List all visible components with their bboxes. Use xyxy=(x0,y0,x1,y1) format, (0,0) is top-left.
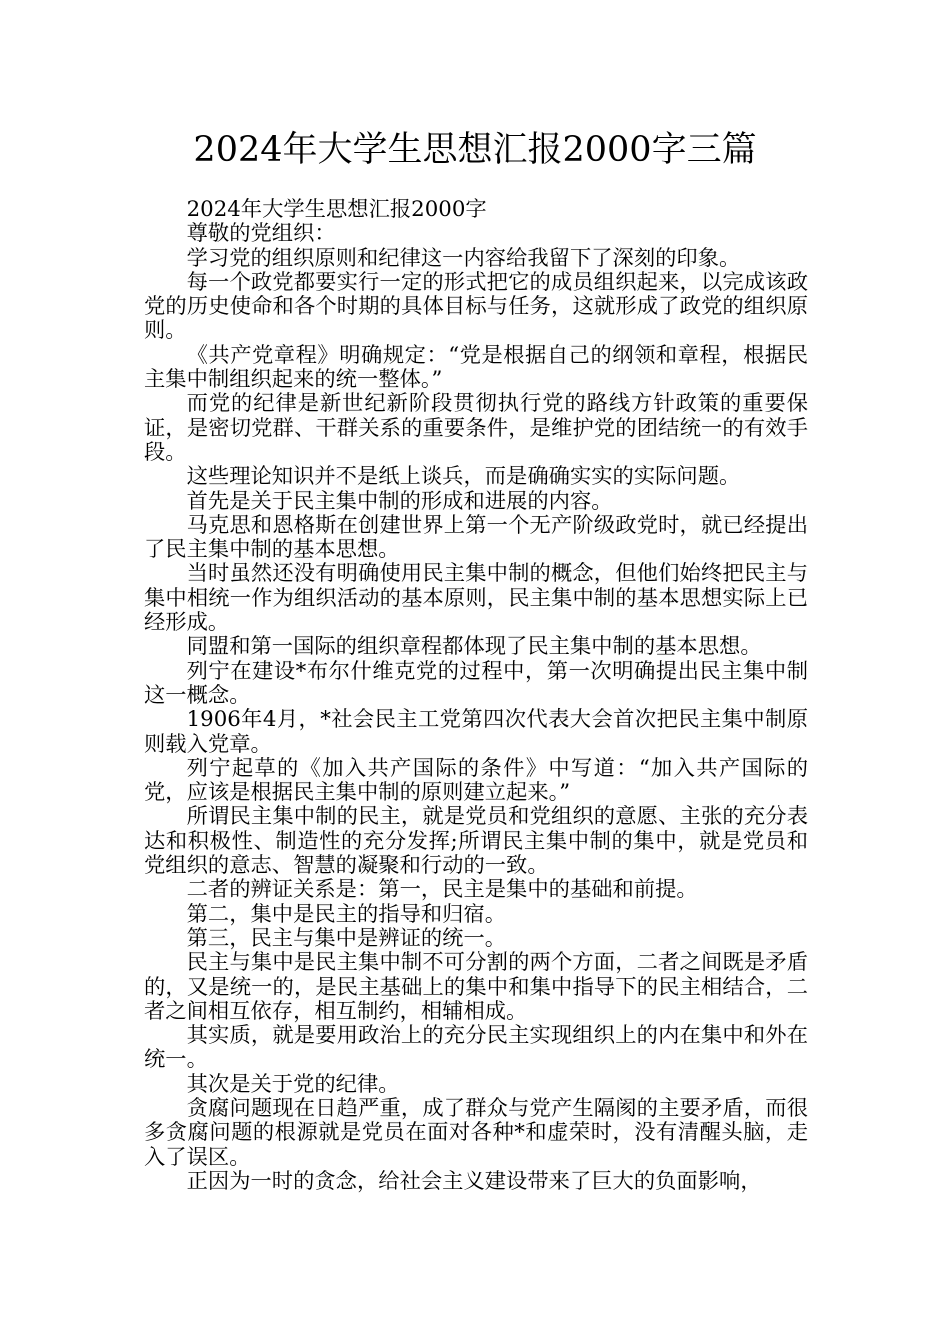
paragraph: 每一个政党都要实行一定的形式把它的成员组织起来，以完成该政党的历史使命和各个时期的具体目标与任务，这就形成了政党的组织原则。 xyxy=(144,269,808,344)
paragraph: 马克思和恩格斯在创建世界上第一个无产阶级政党时，就已经提出了民主集中制的基本思想。 xyxy=(144,512,808,563)
paragraph: 其实质，就是要用政治上的充分民主实现组织上的内在集中和外在统一。 xyxy=(144,1023,808,1073)
paragraph-subtitle: 2024年大学生思想汇报2000字 xyxy=(186,197,487,222)
paragraph: 民主与集中是民主集中制不可分割的两个方面，二者之间既是矛盾的，又是统一的，是民主基础上的集中和集中指导下的民主相结合，二者之间相互依存，相互制约，相辅相成。 xyxy=(144,950,808,1024)
paragraph: 而党的纪律是新世纪新阶段贯彻执行党的路线方针政策的重要保证，是密切党群、干群关系的重要条件，是维护党的团结统一的有效手段。 xyxy=(144,391,808,465)
paragraph: 其次是关于党的纪律。 xyxy=(186,1071,400,1097)
paragraph: 列宁起草的《加入共产国际的条件》中写道：“加入共产国际的党，应该是根据民主集中制的原则建立起来。” xyxy=(144,755,808,806)
paragraph: 这些理论知识并不是纸上谈兵，而是确确实实的实际问题。 xyxy=(186,464,741,490)
paragraph: 正因为一时的贪念，给社会主义建设带来了巨大的负面影响， xyxy=(186,1168,762,1194)
paragraph: 《共产党章程》明确规定：“党是根据自己的纲领和章程，根据民主集中制组织起来的统一整体。” xyxy=(144,342,808,393)
document-title: 2024年大学生思想汇报2000字三篇 xyxy=(193,130,757,170)
paragraph: 列宁在建设*布尔什维克党的过程中，第一次明确提出民主集中制这一概念。 xyxy=(144,658,808,708)
paragraph: 贪腐问题现在日趋严重，成了群众与党产生隔阂的主要矛盾，而很多贪腐问题的根源就是党员在面对各种*和虚荣时，没有清醒头脑，走入了误区。 xyxy=(144,1095,808,1170)
paragraph: 当时虽然还没有明确使用民主集中制的概念，但他们始终把民主与集中相统一作为组织活动的基本原则，民主集中制的基本思想实际上已经形成。 xyxy=(144,561,808,636)
paragraph: 第二，集中是民主的指导和归宿。 xyxy=(186,901,507,927)
paragraph: 同盟和第一国际的组织章程都体现了民主集中制的基本思想。 xyxy=(186,634,762,660)
paragraph-salutation: 尊敬的党组织： xyxy=(186,221,336,247)
document-body xyxy=(144,198,808,1194)
paragraph: 第三，民主与集中是辨证的统一。 xyxy=(186,925,507,951)
paragraph: 首先是关于民主集中制的形成和进展的内容。 xyxy=(186,488,613,514)
paragraph: 所谓民主集中制的民主，就是党员和党组织的意愿、主张的充分表达和积极性、制造性的充分发挥;所谓民主集中制的集中，就是党员和党组织的意志、智慧的凝聚和行动的一致。 xyxy=(144,804,808,879)
paragraph: 二者的辨证关系是：第一，民主是集中的基础和前提。 xyxy=(186,877,698,903)
paragraph: 学习党的组织原则和纪律这一内容给我留下了深刻的印象。 xyxy=(186,245,741,271)
paragraph: 1906年4月，*社会民主工党第四次代表大会首次把民主集中制原则载入党章。 xyxy=(144,707,808,757)
